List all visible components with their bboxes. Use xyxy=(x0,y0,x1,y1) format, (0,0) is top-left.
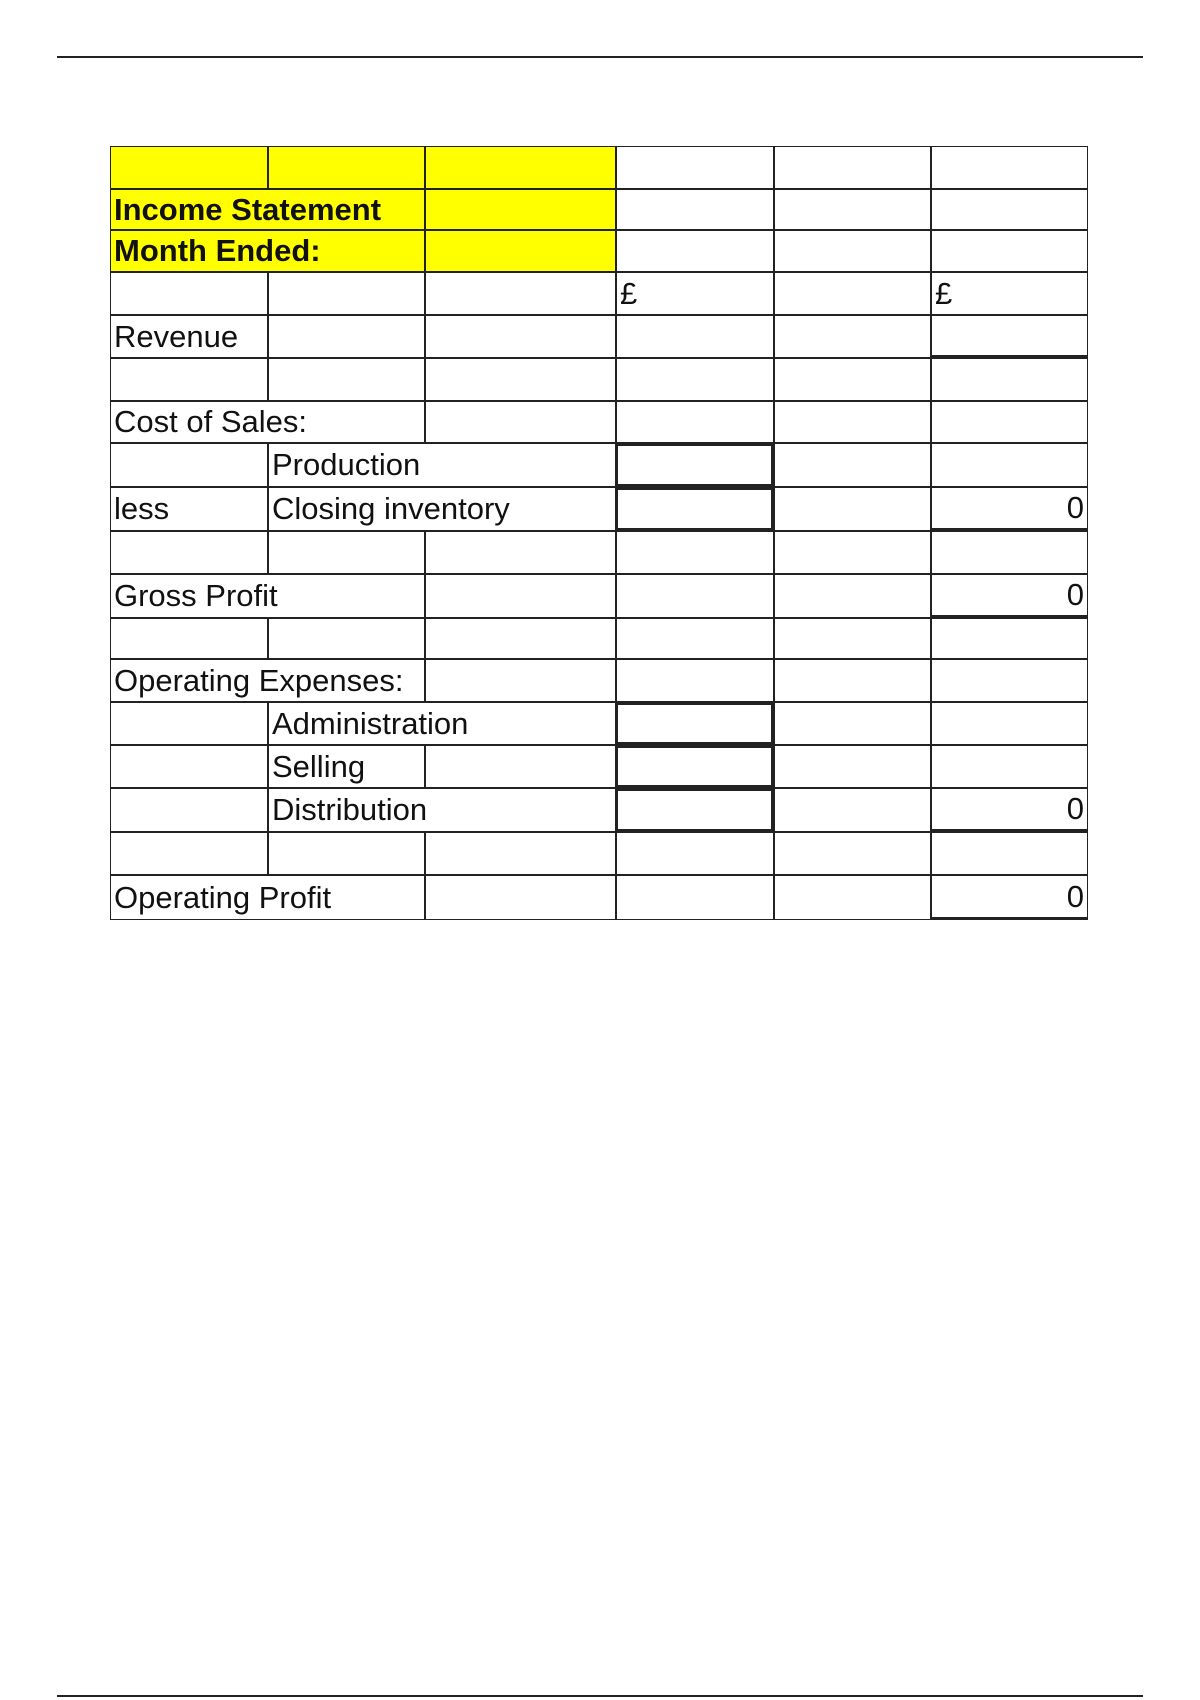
cell-e4[interactable] xyxy=(774,272,931,315)
cell-b1[interactable] xyxy=(268,146,425,189)
less-label: less xyxy=(114,491,170,526)
cell-e16[interactable] xyxy=(774,788,931,832)
cell-e14[interactable] xyxy=(774,702,931,745)
cell-e1[interactable] xyxy=(774,146,931,189)
cell-a10[interactable] xyxy=(110,531,268,574)
cell-e11[interactable] xyxy=(774,574,931,618)
cell-c4[interactable] xyxy=(425,272,616,315)
operating-expenses-total-cell[interactable] xyxy=(931,788,1088,832)
cell-e9[interactable] xyxy=(774,487,931,531)
cell-d10[interactable] xyxy=(616,531,774,574)
cell-b5[interactable] xyxy=(268,315,425,358)
cell-d7[interactable] xyxy=(616,401,774,443)
statement-title: Income Statement xyxy=(114,191,382,227)
cell-a15[interactable] xyxy=(110,745,268,788)
gross-profit-total-cell[interactable] xyxy=(931,574,1088,618)
cell-a8[interactable] xyxy=(110,443,268,487)
cell-e7[interactable] xyxy=(774,401,931,443)
cell-d5[interactable] xyxy=(616,315,774,358)
cell-b17[interactable] xyxy=(268,832,425,875)
cell-e8[interactable] xyxy=(774,443,931,487)
cell-b4[interactable] xyxy=(268,272,425,315)
cell-f17[interactable] xyxy=(931,832,1088,875)
production-label: Production xyxy=(272,447,421,482)
cell-c11[interactable] xyxy=(425,574,616,618)
cell-c10[interactable] xyxy=(425,531,616,574)
cell-e2[interactable] xyxy=(774,189,931,230)
cell-f15[interactable] xyxy=(931,745,1088,788)
income-statement-sheet xyxy=(110,146,1088,922)
administration-label-cell[interactable] xyxy=(268,702,616,745)
gross-profit-total: 0 xyxy=(1066,577,1084,612)
cell-c6[interactable] xyxy=(425,358,616,401)
cell-f13[interactable] xyxy=(931,659,1088,702)
cell-c7[interactable] xyxy=(425,401,616,443)
production-label-cell[interactable] xyxy=(268,443,616,487)
cell-c12[interactable] xyxy=(425,618,616,659)
cell-d11[interactable] xyxy=(616,574,774,618)
cell-d17[interactable] xyxy=(616,832,774,875)
cell-f14[interactable] xyxy=(931,702,1088,745)
production-amount-input[interactable] xyxy=(615,443,774,487)
cell-a4[interactable] xyxy=(110,272,268,315)
closing-inventory-amount-input[interactable] xyxy=(615,487,774,531)
cell-c13[interactable] xyxy=(425,659,616,702)
currency-header-detail[interactable] xyxy=(616,272,774,315)
distribution-label-cell[interactable] xyxy=(268,788,616,832)
cell-f2[interactable] xyxy=(931,189,1088,230)
cell-a12[interactable] xyxy=(110,618,268,659)
cell-d2[interactable] xyxy=(616,189,774,230)
cell-e10[interactable] xyxy=(774,531,931,574)
cell-d3[interactable] xyxy=(616,230,774,272)
cell-f12[interactable] xyxy=(931,618,1088,659)
cell-d1[interactable] xyxy=(616,146,774,189)
cell-a14[interactable] xyxy=(110,702,268,745)
cell-f10[interactable] xyxy=(931,531,1088,574)
cell-e3[interactable] xyxy=(774,230,931,272)
cell-b10[interactable] xyxy=(268,531,425,574)
revenue-label-cell[interactable] xyxy=(110,315,268,358)
administration-label: Administration xyxy=(272,705,469,741)
revenue-total-cell[interactable] xyxy=(931,315,1088,358)
cell-d12[interactable] xyxy=(616,618,774,659)
revenue-label: Revenue xyxy=(114,318,239,354)
distribution-amount-input[interactable] xyxy=(615,788,774,832)
operating-expenses-label: Operating Expenses: xyxy=(114,662,404,698)
period-label: Month Ended: xyxy=(114,233,321,268)
cell-c18[interactable] xyxy=(425,875,616,920)
operating-expenses-label-cell[interactable] xyxy=(110,659,425,702)
cell-a1[interactable] xyxy=(110,146,268,189)
footer-rule xyxy=(57,1695,1143,1697)
cost-of-sales-total-cell[interactable] xyxy=(931,487,1088,531)
distribution-label: Distribution xyxy=(272,792,428,827)
cell-f8[interactable] xyxy=(931,443,1088,487)
currency-symbol: £ xyxy=(620,275,638,311)
cell-e6[interactable] xyxy=(774,358,931,401)
cell-b6[interactable] xyxy=(268,358,425,401)
cell-f1[interactable] xyxy=(931,146,1088,189)
selling-label-cell[interactable] xyxy=(268,745,425,788)
administration-amount-input[interactable] xyxy=(615,702,774,745)
cell-f3[interactable] xyxy=(931,230,1088,272)
period-value-cell[interactable] xyxy=(425,230,616,272)
cell-d13[interactable] xyxy=(616,659,774,702)
cell-c15[interactable] xyxy=(425,745,616,788)
gross-profit-label: Gross Profit xyxy=(114,578,278,613)
selling-label: Selling xyxy=(272,748,366,784)
header-rule xyxy=(57,56,1143,58)
operating-profit-total: 0 xyxy=(1066,878,1084,914)
cell-c1[interactable] xyxy=(425,146,616,189)
operating-expenses-total: 0 xyxy=(1066,791,1084,826)
cell-e17[interactable] xyxy=(774,832,931,875)
cell-a16[interactable] xyxy=(110,788,268,832)
cell-a6[interactable] xyxy=(110,358,268,401)
cell-c5[interactable] xyxy=(425,315,616,358)
cell-e12[interactable] xyxy=(774,618,931,659)
cell-c17[interactable] xyxy=(425,832,616,875)
cell-d18[interactable] xyxy=(616,875,774,920)
cell-a17[interactable] xyxy=(110,832,268,875)
period-label-cell[interactable] xyxy=(110,230,425,272)
currency-header-total[interactable] xyxy=(931,272,1088,315)
operating-profit-label-cell[interactable] xyxy=(110,875,425,920)
less-label-cell[interactable] xyxy=(110,487,268,531)
selling-amount-input[interactable] xyxy=(615,745,774,788)
statement-title-cell[interactable] xyxy=(110,189,425,230)
closing-inventory-label-cell[interactable] xyxy=(268,487,616,531)
cell-e5[interactable] xyxy=(774,315,931,358)
closing-inventory-label: Closing inventory xyxy=(272,491,510,526)
cell-e18[interactable] xyxy=(774,875,931,920)
cost-of-sales-label-cell[interactable] xyxy=(110,401,425,443)
cell-c2[interactable] xyxy=(425,189,616,230)
operating-profit-total-cell[interactable] xyxy=(931,875,1088,920)
cost-of-sales-label: Cost of Sales: xyxy=(114,404,307,439)
operating-profit-label: Operating Profit xyxy=(114,879,332,915)
cell-f7[interactable] xyxy=(931,401,1088,443)
cell-b12[interactable] xyxy=(268,618,425,659)
cell-e15[interactable] xyxy=(774,745,931,788)
cell-f6[interactable] xyxy=(931,358,1088,401)
cell-d6[interactable] xyxy=(616,358,774,401)
cost-of-sales-total: 0 xyxy=(1066,490,1084,525)
currency-symbol: £ xyxy=(935,275,953,311)
cell-e13[interactable] xyxy=(774,659,931,702)
gross-profit-label-cell[interactable] xyxy=(110,574,425,618)
